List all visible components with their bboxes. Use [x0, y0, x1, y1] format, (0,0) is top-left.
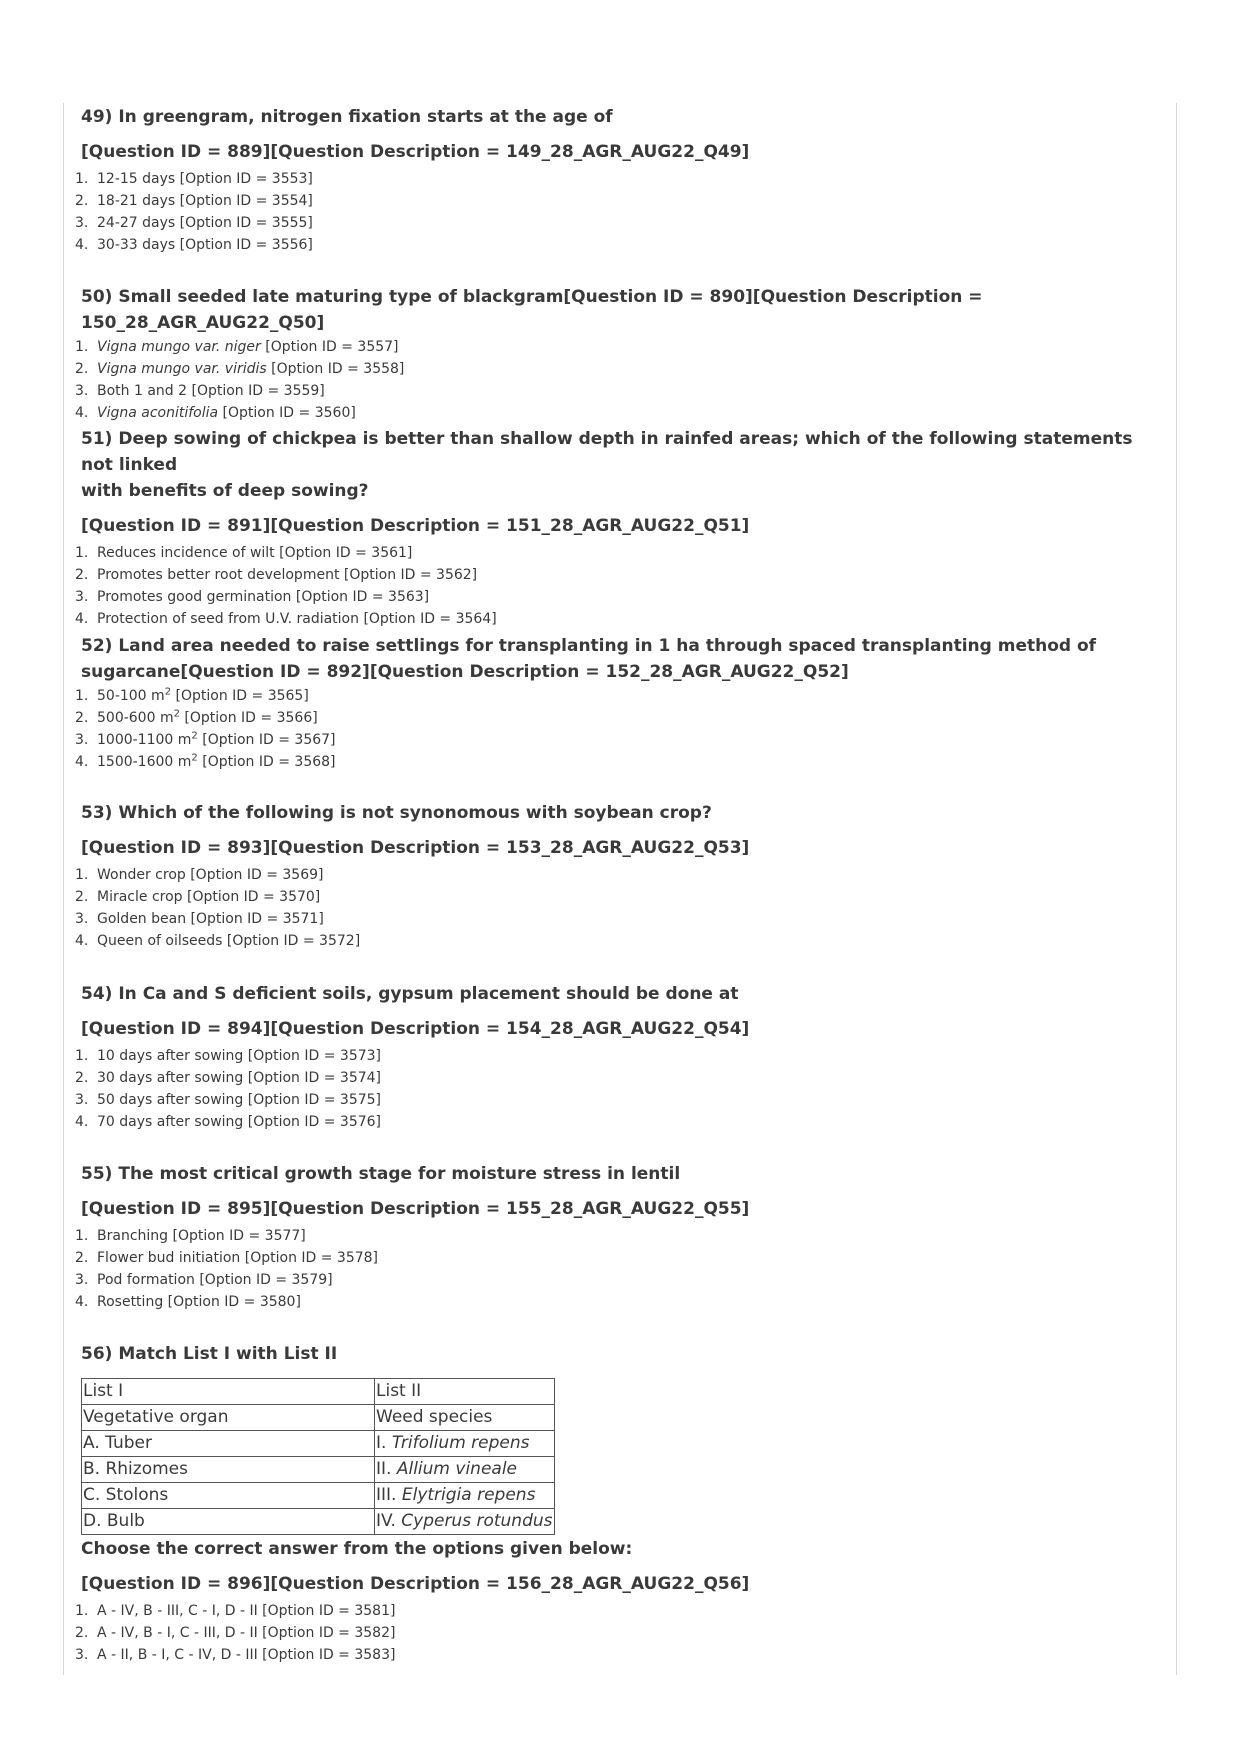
option-number: 1.: [75, 339, 89, 355]
question-id-line: [Question ID = 893][Question Description = 153_28_AGR_AUG22_Q53]: [81, 838, 750, 858]
option-text: Rosetting [Option ID = 3580]: [97, 1294, 301, 1310]
option-item: [70, 864, 1170, 886]
option-suffix: [Option ID = 3565]: [171, 688, 309, 704]
option-text: [97, 358, 404, 380]
option-item: [70, 402, 1170, 424]
question-56: [70, 1341, 1170, 1666]
question-heading: 52) Land area needed to raise settlings for transplanting in 1 ha through spaced transplanting method of: [81, 636, 1097, 656]
option-text: Promotes good germination [Option ID = 3563]: [97, 589, 430, 605]
cell-prefix: List II: [376, 1381, 422, 1401]
question-heading: 51) Deep sowing of chickpea is better than shallow depth in rainfed areas; which of the following statements not linked: [81, 429, 1133, 475]
option-item: [70, 908, 1170, 930]
cell-prefix: Weed species: [376, 1407, 493, 1427]
option-item: [70, 212, 1170, 234]
option-number: 2.: [75, 193, 89, 209]
question-heading-continued: sugarcane[Question ID = 892][Question Description = 152_28_AGR_AUG22_Q52]: [81, 662, 849, 682]
option-number: 4.: [75, 1294, 89, 1310]
option-number: 2.: [75, 361, 89, 377]
option-text: Miracle crop [Option ID = 3570]: [97, 889, 321, 905]
option-number: 3.: [75, 1647, 89, 1663]
option-item: [70, 1111, 1170, 1133]
option-number: 2.: [75, 710, 89, 726]
option-text: 30-33 days [Option ID = 3556]: [97, 237, 313, 253]
option-suffix: [Option ID = 3557]: [260, 339, 399, 355]
option-text: Both 1 and 2 [Option ID = 3559]: [97, 383, 325, 399]
option-italic: Vigna mungo var. viridis: [97, 361, 267, 377]
question-id-line: [Question ID = 895][Question Description = 155_28_AGR_AUG22_Q55]: [81, 1199, 750, 1219]
option-value: 50-100 m: [97, 688, 165, 704]
options-list: [70, 1600, 1170, 1666]
table-cell: [375, 1483, 555, 1509]
option-text: 50 days after sowing [Option ID = 3575]: [97, 1092, 382, 1108]
option-item: [70, 1622, 1170, 1644]
options-list: [70, 864, 1170, 952]
question-heading: 54) In Ca and S deficient soils, gypsum placement should be done at: [81, 984, 739, 1004]
question-50: [70, 284, 1170, 424]
option-text: 24-27 days [Option ID = 3555]: [97, 215, 313, 231]
option-suffix: [Option ID = 3568]: [197, 754, 336, 770]
table-cell: List I: [82, 1379, 375, 1405]
cell-prefix: I.: [376, 1433, 392, 1453]
instruction-text: Choose the correct answer from the options given below:: [81, 1539, 633, 1559]
table-row: [82, 1457, 555, 1483]
question-id-line: [Question ID = 894][Question Description = 154_28_AGR_AUG22_Q54]: [81, 1019, 750, 1039]
question-heading-continued: with benefits of deep sowing?: [81, 481, 369, 501]
option-superscript: 2: [164, 686, 172, 698]
option-text: [97, 707, 318, 729]
question-heading: 53) Which of the following is not synonomous with soybean crop?: [81, 803, 712, 823]
options-list: [70, 336, 1170, 424]
option-text: A - IV, B - I, C - III, D - II [Option ID = 3582]: [97, 1625, 396, 1641]
option-superscript: 2: [173, 708, 180, 720]
option-suffix: [Option ID = 3560]: [218, 405, 356, 421]
option-number: 1.: [75, 1228, 89, 1244]
option-number: 4.: [75, 754, 89, 770]
option-text: [97, 729, 336, 751]
option-item: [70, 380, 1170, 402]
option-item: [70, 234, 1170, 256]
question-id-line: [Question ID = 891][Question Description = 151_28_AGR_AUG22_Q51]: [81, 516, 750, 536]
option-text: Branching [Option ID = 3577]: [97, 1228, 306, 1244]
question-heading: 49) In greengram, nitrogen fixation starts at the age of: [81, 107, 613, 127]
options-list: [70, 1225, 1170, 1313]
option-number: 2.: [75, 1070, 89, 1086]
option-item: [70, 336, 1170, 358]
option-number: 1.: [75, 867, 89, 883]
option-text: 12-15 days [Option ID = 3553]: [97, 171, 313, 187]
option-text: 18-21 days [Option ID = 3554]: [97, 193, 313, 209]
option-number: 4.: [75, 237, 89, 253]
option-item: [70, 886, 1170, 908]
cell-italic: Trifolium repens: [391, 1433, 530, 1453]
table-cell: [375, 1379, 555, 1405]
table-cell: D. Bulb: [82, 1509, 375, 1535]
option-number: 1.: [75, 688, 89, 704]
match-table: [81, 1378, 555, 1535]
option-suffix: [Option ID = 3566]: [179, 710, 318, 726]
option-item: [70, 1067, 1170, 1089]
option-number: 3.: [75, 732, 89, 748]
table-cell: [375, 1405, 555, 1431]
page-left-border: [63, 103, 64, 1675]
option-number: 4.: [75, 1114, 89, 1130]
option-item: [70, 685, 1170, 707]
table-cell: [375, 1457, 555, 1483]
option-value: 500-600 m: [97, 710, 174, 726]
option-item: [70, 542, 1170, 564]
cell-prefix: III.: [376, 1485, 402, 1505]
question-51: [70, 426, 1170, 630]
option-item: [70, 930, 1170, 952]
cell-italic: Elytrigia repens: [401, 1485, 536, 1505]
question-54: [70, 981, 1170, 1133]
option-number: 2.: [75, 889, 89, 905]
table-cell: C. Stolons: [82, 1483, 375, 1509]
option-item: [70, 1225, 1170, 1247]
question-53: [70, 800, 1170, 952]
option-text: Golden bean [Option ID = 3571]: [97, 911, 324, 927]
cell-prefix: II.: [376, 1459, 397, 1479]
option-text: 10 days after sowing [Option ID = 3573]: [97, 1048, 382, 1064]
option-text: Queen of oilseeds [Option ID = 3572]: [97, 933, 361, 949]
option-item: [70, 586, 1170, 608]
table-cell: [375, 1431, 555, 1457]
cell-italic: Allium vineale: [396, 1459, 517, 1479]
question-49: [70, 104, 1170, 256]
table-row: [82, 1483, 555, 1509]
option-number: 3.: [75, 911, 89, 927]
option-number: 3.: [75, 1092, 89, 1108]
option-item: [70, 1291, 1170, 1313]
option-number: 2.: [75, 1625, 89, 1641]
question-heading: 50) Small seeded late maturing type of blackgram[Question ID = 890][Question Description = 150_28_AGR_AUG22_Q50]: [81, 287, 983, 333]
cell-italic: Cyperus rotundus: [401, 1511, 553, 1531]
question-id-line: [Question ID = 889][Question Description = 149_28_AGR_AUG22_Q49]: [81, 142, 750, 162]
options-list: [70, 168, 1170, 256]
option-text: Wonder crop [Option ID = 3569]: [97, 867, 324, 883]
table-row: [82, 1431, 555, 1457]
option-item: [70, 1600, 1170, 1622]
option-text: 30 days after sowing [Option ID = 3574]: [97, 1070, 382, 1086]
option-suffix: [Option ID = 3558]: [266, 361, 405, 377]
table-cell: B. Rhizomes: [82, 1457, 375, 1483]
option-text: Promotes better root development [Option ID = 3562]: [97, 567, 478, 583]
question-heading: 56) Match List I with List II: [81, 1344, 338, 1364]
option-number: 3.: [75, 1272, 89, 1288]
table-cell: Vegetative organ: [82, 1405, 375, 1431]
option-number: 4.: [75, 933, 89, 949]
table-row: [82, 1379, 555, 1405]
option-number: 2.: [75, 567, 89, 583]
option-italic: Vigna aconitifolia: [97, 405, 219, 421]
page-right-border: [1176, 103, 1177, 1675]
option-italic: Vigna mungo var. niger: [97, 339, 261, 355]
option-superscript: 2: [191, 730, 198, 742]
option-number: 1.: [75, 1048, 89, 1064]
option-item: [70, 358, 1170, 380]
option-item: [70, 190, 1170, 212]
option-text: A - IV, B - III, C - I, D - II [Option ID = 3581]: [97, 1603, 396, 1619]
option-item: [70, 1247, 1170, 1269]
option-item: [70, 729, 1170, 751]
options-list: [70, 542, 1170, 630]
option-item: [70, 608, 1170, 630]
option-superscript: 2: [191, 752, 198, 764]
option-item: [70, 1045, 1170, 1067]
options-list: [70, 1045, 1170, 1133]
option-text: Protection of seed from U.V. radiation [Option ID = 3564]: [97, 611, 497, 627]
option-item: [70, 564, 1170, 586]
option-suffix: [Option ID = 3567]: [197, 732, 336, 748]
cell-prefix: IV.: [376, 1511, 402, 1531]
table-row: [82, 1509, 555, 1535]
option-number: 2.: [75, 1250, 89, 1266]
options-list: [70, 685, 1170, 773]
option-item: [70, 707, 1170, 729]
option-number: 1.: [75, 545, 89, 561]
table-row: [82, 1405, 555, 1431]
option-number: 3.: [75, 383, 89, 399]
option-value: 1000-1100 m: [97, 732, 192, 748]
question-heading: 55) The most critical growth stage for moisture stress in lentil: [81, 1164, 681, 1184]
option-text: 70 days after sowing [Option ID = 3576]: [97, 1114, 382, 1130]
option-item: [70, 1269, 1170, 1291]
option-number: 4.: [75, 405, 89, 421]
option-item: [70, 751, 1170, 773]
option-text: [97, 402, 356, 424]
option-text: [97, 685, 309, 707]
question-id-line: [Question ID = 896][Question Description = 156_28_AGR_AUG22_Q56]: [81, 1574, 750, 1594]
option-item: [70, 168, 1170, 190]
option-number: 1.: [75, 171, 89, 187]
option-text: Reduces incidence of wilt [Option ID = 3561]: [97, 545, 413, 561]
option-item: [70, 1644, 1170, 1666]
option-number: 1.: [75, 1603, 89, 1619]
option-text: [97, 751, 336, 773]
option-text: Flower bud initiation [Option ID = 3578]: [97, 1250, 379, 1266]
option-value: 1500-1600 m: [97, 754, 192, 770]
table-cell: [375, 1509, 555, 1535]
option-number: 3.: [75, 589, 89, 605]
option-number: 3.: [75, 215, 89, 231]
option-text: Pod formation [Option ID = 3579]: [97, 1272, 333, 1288]
question-52: [70, 633, 1170, 773]
table-cell: A. Tuber: [82, 1431, 375, 1457]
question-55: [70, 1161, 1170, 1313]
option-text: A - II, B - I, C - IV, D - III [Option ID = 3583]: [97, 1647, 396, 1663]
option-item: [70, 1089, 1170, 1111]
option-text: [97, 336, 399, 358]
option-number: 4.: [75, 611, 89, 627]
